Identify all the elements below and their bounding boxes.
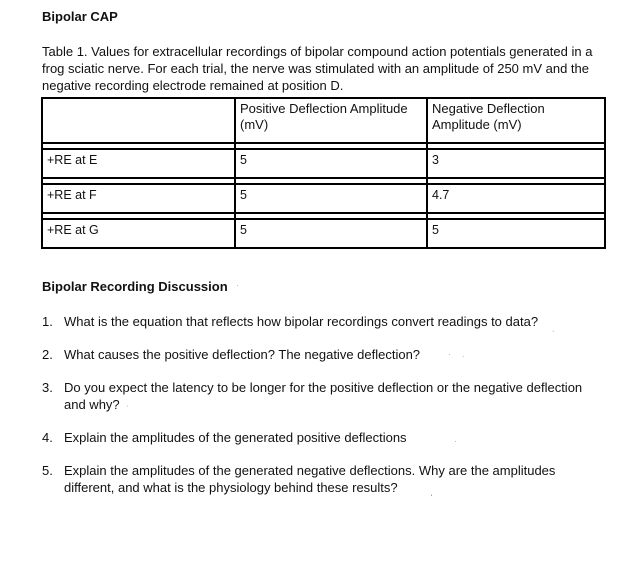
stray-mark: ˎ	[462, 347, 465, 357]
question-number: 3.	[42, 380, 53, 395]
question-number: 2.	[42, 347, 53, 362]
table-cell: 3	[427, 149, 605, 178]
question-text: What is the equation that reflects how bipolar recordings convert readings to data?	[64, 314, 539, 329]
table-cell: +RE at G	[42, 219, 235, 248]
table-header-cell: Negative Deflection Amplitude (mV)	[427, 98, 605, 143]
section-title: Bipolar Recording Discussion	[42, 279, 228, 294]
question-number: 5.	[42, 463, 53, 478]
question-text: Do you expect the latency to be longer for the positive deflection or the negative deflection and why?	[64, 380, 583, 412]
table-row	[42, 219, 605, 248]
table-cell: 5	[427, 219, 605, 248]
page-title: Bipolar CAP	[42, 9, 118, 24]
table-caption: Table 1. Values for extracellular recordings of bipolar compound action potentials generated in a frog sciatic nerve. For each trial, the nerve was stimulated with an amplitude of 250 mV and the negative recording electrode remained at position D.	[42, 44, 593, 93]
table-header-cell: Positive Deflection Amplitude (mV)	[235, 98, 427, 143]
question-item	[42, 313, 602, 330]
table-cell: 5	[235, 149, 427, 178]
question-item	[42, 462, 602, 496]
question-number: 4.	[42, 430, 53, 445]
question-item	[42, 429, 602, 446]
table-header-cell	[42, 98, 235, 143]
table-cell: +RE at F	[42, 184, 235, 213]
stray-mark: ˈ	[126, 404, 129, 414]
stray-mark: ·	[236, 280, 239, 290]
results-table	[41, 97, 606, 249]
stray-mark: ·	[454, 436, 457, 446]
stray-mark: ˎ	[552, 322, 555, 332]
table-cell: +RE at E	[42, 149, 235, 178]
table-row	[42, 149, 605, 178]
table-cell: 5	[235, 219, 427, 248]
question-text: Explain the amplitudes of the generated positive deflections	[64, 430, 407, 445]
question-item	[42, 346, 602, 363]
table-cell: 5	[235, 184, 427, 213]
stray-mark: ˈ	[430, 493, 433, 503]
question-text: Explain the amplitudes of the generated negative deflections. Why are the amplitudes different, and what is the physiology behind these results?	[64, 463, 556, 495]
question-text: What causes the positive deflection? The negative deflection?	[64, 347, 421, 362]
stray-mark: ·	[448, 349, 451, 359]
table-row	[42, 184, 605, 213]
question-number: 1.	[42, 314, 53, 329]
table-cell: 4.7	[427, 184, 605, 213]
table-header-row	[42, 98, 605, 143]
